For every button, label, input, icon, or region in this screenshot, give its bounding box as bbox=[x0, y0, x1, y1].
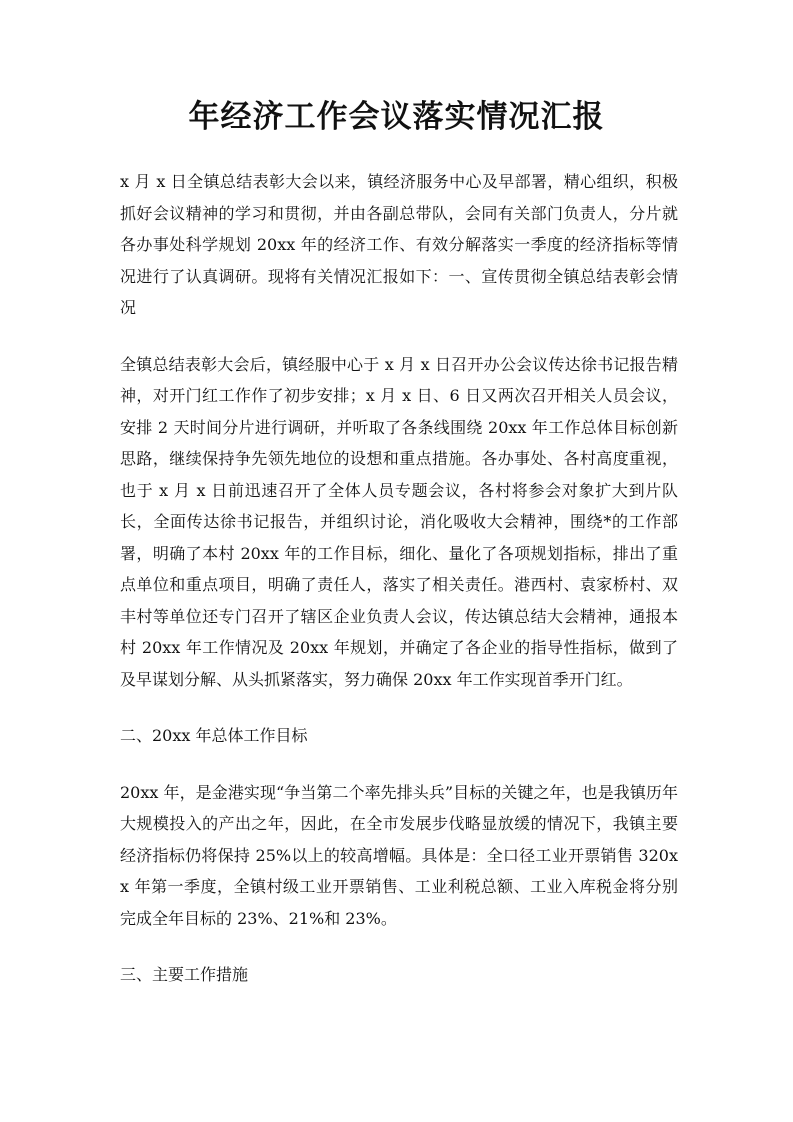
paragraph-overall-goals: 20xx 年，是金港实现“争当第二个率先排头兵”目标的关键之年，也是我镇历年大规模投入的产出之年，因此，在全市发展步伐略显放缓的情况下，我镇主要经济指标仍将保持 25%以上的较高增幅。具体是：全口径工业开票销售 320xx 年第一季度，全镇村级工业开票销售、工业利税总额、工业入库税金将分别完成全年目标的 23%、21%和 23%。 bbox=[120, 782, 678, 928]
section-heading-main-measures: 三、主要工作措施 bbox=[120, 965, 249, 984]
section-heading-overall-goals: 二、20xx 年总体工作目标 bbox=[120, 726, 308, 745]
paragraph-intro: x 月 x 日全镇总结表彰大会以来，镇经济服务中心及早部署，精心组织，积极抓好会议精神的学习和贯彻，并由各副总带队，会同有关部门负责人，分片就各办事处科学规划 20xx 年的经济工作、有效分解落实一季度的经济指标等情况进行了认真调研。现将有关情况汇报如下：一、宣传贯彻全镇总结表彰会情况 bbox=[120, 172, 678, 317]
document-body bbox=[120, 166, 678, 1016]
paragraph-meeting-implementation: 全镇总结表彰大会后，镇经服中心于 x 月 x 日召开办公会议传达徐书记报告精神，对开门红工作作了初步安排；x 月 x 日、6 日又两次召开相关人员会议，安排 2 天时间分片进行调研，并听取了各条线围绕 20xx 年工作总体目标创新思路，继续保持争先领先地位的设想和重点措施。各办事处、各村高度重视，也于 x 月 x 日前迅速召开了全体人员专题会议，各村将参会对象扩大到片队长，全面传达徐书记报告，并组织讨论，消化吸收大会精神，围绕*的工作部署，明确了本村 20xx 年的工作目标，细化、量化了各项规划指标，排出了重点单位和重点项目，明确了责任人，落实了相关责任。港西村、袁家桥村、双丰村等单位还专门召开了辖区企业负责人会议，传达镇总结大会精神，通报本村 20xx 年工作情况及 20xx 年规划，并确定了各企业的指导性指标，做到了及早谋划分解、从头抓紧落实，努力确保 20xx 年工作实现首季开门红。 bbox=[120, 354, 678, 689]
document-title: 年经济工作会议落实情况汇报 bbox=[188, 99, 605, 135]
